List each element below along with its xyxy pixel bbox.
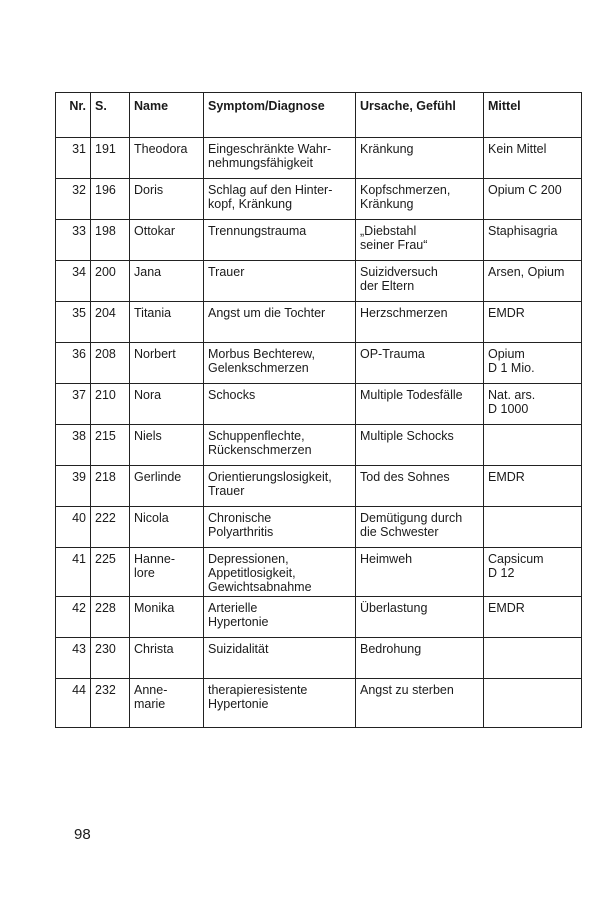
cell-page: 218 [91,466,130,507]
cell-remedy: Staphisagria [484,220,582,261]
cell-nr: 35 [56,302,91,343]
cell-page: 191 [91,138,130,179]
cell-cause: Angst zu sterben [356,679,484,728]
table-body [56,138,582,728]
cell-name: Christa [130,638,204,679]
cell-page: 208 [91,343,130,384]
cell-name: Titania [130,302,204,343]
cell-name: Jana [130,261,204,302]
cell-nr: 34 [56,261,91,302]
cell-name: Monika [130,597,204,638]
header-symptom: Symptom/Diagnose [204,93,356,138]
cell-page: 225 [91,548,130,597]
cell-remedy: Opium C 200 [484,179,582,220]
cell-page: 198 [91,220,130,261]
table-row [56,220,582,261]
table-row [56,138,582,179]
cell-page: 196 [91,179,130,220]
cell-symptom: Morbus Bechterew, Gelenkschmerzen [204,343,356,384]
cell-remedy [484,507,582,548]
header-cause: Ursache, Gefühl [356,93,484,138]
cell-remedy: Capsicum D 12 [484,548,582,597]
cell-name: Norbert [130,343,204,384]
cell-name: Doris [130,179,204,220]
cell-symptom: Chronische Polyarthritis [204,507,356,548]
cell-remedy [484,425,582,466]
cell-page: 232 [91,679,130,728]
table-row [56,384,582,425]
cell-cause: „Diebstahl seiner Frau“ [356,220,484,261]
cell-name: Niels [130,425,204,466]
cell-cause: Überlastung [356,597,484,638]
table-row [56,179,582,220]
cell-remedy [484,679,582,728]
cell-cause: Multiple Todesfälle [356,384,484,425]
cell-remedy: EMDR [484,466,582,507]
cell-remedy: Kein Mittel [484,138,582,179]
cell-nr: 36 [56,343,91,384]
cell-symptom: Eingeschränkte Wahr- nehmungsfähigkeit [204,138,356,179]
cell-page: 200 [91,261,130,302]
cell-page: 228 [91,597,130,638]
cell-remedy [484,638,582,679]
cell-name: Theodora [130,138,204,179]
cell-nr: 31 [56,138,91,179]
cell-symptom: Schuppenflechte, Rückenschmerzen [204,425,356,466]
cell-nr: 33 [56,220,91,261]
table-row [56,548,582,597]
cell-symptom: Angst um die Tochter [204,302,356,343]
cell-name: Gerlinde [130,466,204,507]
table-row [56,679,582,728]
cell-name: Ottokar [130,220,204,261]
cell-cause: Suizidversuch der Eltern [356,261,484,302]
header-nr: Nr. [56,93,91,138]
header-name: Name [130,93,204,138]
cell-cause: Multiple Schocks [356,425,484,466]
cell-symptom: Suizidalität [204,638,356,679]
cell-remedy: EMDR [484,302,582,343]
cell-symptom: therapieresistente Hypertonie [204,679,356,728]
cell-cause: Kopfschmerzen, Kränkung [356,179,484,220]
cell-symptom: Trauer [204,261,356,302]
cell-page: 222 [91,507,130,548]
table-row [56,261,582,302]
table-row [56,302,582,343]
cell-symptom: Depressionen, Appetitlosigkeit, Gewichtsabnahme [204,548,356,597]
table-row [56,343,582,384]
cell-cause: Tod des Sohnes [356,466,484,507]
cell-cause: Herzschmerzen [356,302,484,343]
cell-cause: Demütigung durch die Schwester [356,507,484,548]
cell-cause: OP-Trauma [356,343,484,384]
cell-page: 210 [91,384,130,425]
cell-symptom: Orientierungslosigkeit, Trauer [204,466,356,507]
cell-name: Nicola [130,507,204,548]
cell-cause: Heimweh [356,548,484,597]
table-row [56,507,582,548]
cell-nr: 32 [56,179,91,220]
cell-remedy: Opium D 1 Mio. [484,343,582,384]
table-header-row [56,93,582,138]
cell-name: Hanne- lore [130,548,204,597]
cell-name: Anne- marie [130,679,204,728]
page-number: 98 [74,826,91,843]
cell-nr: 43 [56,638,91,679]
cell-remedy: Nat. ars. D 1000 [484,384,582,425]
cell-nr: 42 [56,597,91,638]
cell-remedy: Arsen, Opium [484,261,582,302]
cell-cause: Kränkung [356,138,484,179]
cell-page: 230 [91,638,130,679]
cell-symptom: Arterielle Hypertonie [204,597,356,638]
case-table [55,92,582,728]
cell-symptom: Trennungstrauma [204,220,356,261]
cell-symptom: Schocks [204,384,356,425]
cell-nr: 40 [56,507,91,548]
cell-nr: 39 [56,466,91,507]
header-page: S. [91,93,130,138]
cell-page: 204 [91,302,130,343]
table-row [56,597,582,638]
cell-cause: Bedrohung [356,638,484,679]
table-row [56,638,582,679]
cell-symptom: Schlag auf den Hinter- kopf, Kränkung [204,179,356,220]
cell-nr: 44 [56,679,91,728]
header-remedy: Mittel [484,93,582,138]
cell-nr: 38 [56,425,91,466]
table-row [56,466,582,507]
table-row [56,425,582,466]
cell-remedy: EMDR [484,597,582,638]
cell-name: Nora [130,384,204,425]
cell-page: 215 [91,425,130,466]
cell-nr: 37 [56,384,91,425]
cell-nr: 41 [56,548,91,597]
